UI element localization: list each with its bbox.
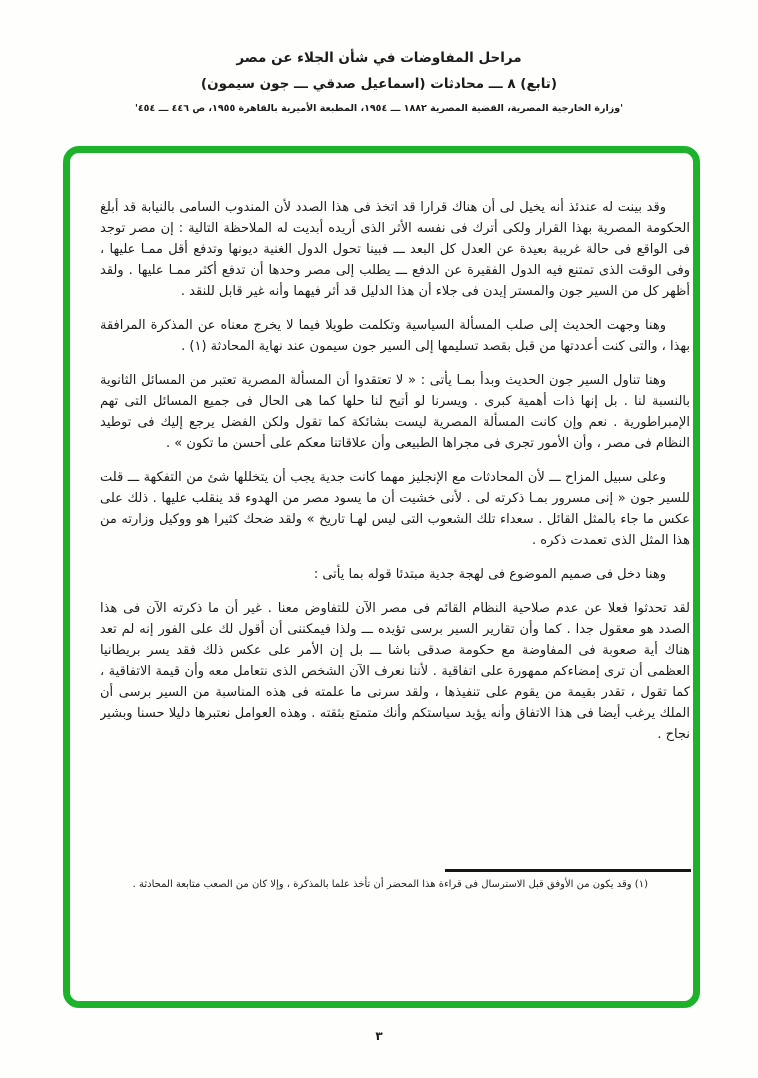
document-citation: 'وزارة الخارجية المصرية، القضية المصرية ١٨٨٢ ـــ ١٩٥٤، المطبعة الأميرية بالقاهرة ١٩٥٥، ص ٤٤٦ ـــ ٤٥٤' xyxy=(134,103,624,114)
paragraph-3: وهنا تناول السير جون الحديث وبدأ بمـا يأتى : « لا تعتقدوا أن المسألة المصرية تعتبر من المسائل الثانوية بالنسبة لنا . بل إنها ذات أهمية كبرى . ويسرنا لو أتيح لنا حلها كما هى الحال فى جميع المسائل التى تهم الإمبراطورية . نعم وإن كانت المسألة المصرية ليست بشائكة كما تقول ولكن الفضل يرجع إليك فى توطيد النظام فى مصر ، وأن الأمور تجرى فى مجراها الطبيعى وأن علاقاتنا معكم على أحسن ما تكون » . xyxy=(100,373,690,451)
document-body xyxy=(100,197,690,861)
footnote-separator xyxy=(445,869,691,872)
paragraph-5: وهنا دخل فى صميم الموضوع فى لهجة جدية مبتدئا قوله بما يأتى : xyxy=(313,567,666,582)
paragraph-4: وعلى سبيل المزاح ـــ لأن المحادثات مع الإنجليز مهما كانت جدية يجب أن يتخللها شئ من التفكهة ـــ قلت للسير جون « إنى مسرور بمـا ذكرته لى . لأنى خشيت أن ما يسود مصر من الهدوء قد ينقلب عليها . ذلك على عكس ما جاء بالمثل القائل . سعداء تلك الشعوب التى ليس لهـا تاريخ » ولقد ضحك كثيرا هو ووكيل وزارته من هذا المثل الذى تعمدت ذكره . xyxy=(100,470,690,548)
document-subtitle: (تابع) ٨ ـــ محادثات (اسماعيل صدقي ـــ جون سيمون) xyxy=(200,76,558,92)
footnote: (١) وقد يكون من الأوفق قبل الاسترسال فى قراءة هذا المحضر أن تأخذ علما بالمذكرة ، وإلا كان من الصعب متابعة المحادثة . xyxy=(132,879,648,890)
paragraph-6: لقد تحدثوا فعلا عن عدم صلاحية النظام القائم فى مصر الآن للتفاوض معنا . غير أن ما ذكرته الآن فى هذا الصدد هو معقول جدا . كما وأن تقارير السير برسى تؤيده ـــ ولذا فيمكننى أن أقول لك على الفور إنه لم تعد هناك أية صعوبة فى المفاوضة مع حكومة صدقى باشا ـــ بل إن الأمر على عكس ذلك فقد يسر بريطانيا العظمى أن ترى إمضاءكم ممهورة على اتفاقية . لأننا نعرف الآن الشخص الذى نتعامل معه وأن قيمة الاتفاقية ، كما تقول ، تقدر بقيمة من يقوم على تنفيذها ، ولقد سرنى ما علمته فى هذه المناسبة من السير برسى أن الملك يرغب أيضا فى هذا الاتفاق وأنه يؤيد سياستكم وأنك متمتع بثقته . وهذه العوامل نعتبرها دليلا حسنا وبشير نجاح . xyxy=(100,601,690,742)
document-header xyxy=(0,50,758,114)
paragraph-1: وقد بينت له عندئذ أنه يخيل لى أن هناك قرارا قد اتخذ فى هذا الصدد لأن المندوب السامى بالنيابة قد أبلغ الحكومة المصرية بهذا القرار ولكى أترك فى نفسه الأثر الذى أريده أبديت له الملاحظة التالية : إن مصر توجد فى الواقع فى حالة غريبة بعيدة عن العدل كل البعد ـــ فبينا تحول الدول الغنية ديونها وتدفع أقل ممـا عليها ، وفى الوقت الذى تمتنع فيه الدول الفقيرة عن الدفع ـــ يطلب إلى مصر وحدها أن تدفع أكثر ممـا عليها . ولقد أظهر كل من السير جون والمستر إيدن فى جلاء أن هذا الدليل قد أثر فيهما وأنه غير قابل للنقد . xyxy=(100,200,690,299)
document-title: مراحل المفاوضات في شأن الجلاء عن مصر xyxy=(236,50,522,66)
page-number: ٣ xyxy=(375,1029,383,1043)
paragraph-2: وهنا وجهت الحديث إلى صلب المسألة السياسية وتكلمت طويلا فيما لا يخرج معناه عن المذكرة المرافقة بهذا ، والتى كنت أعددتها من قبل بقصد تسليمها إلى السير جون سيمون عند نهاية المحادثة (١) . xyxy=(100,318,690,354)
